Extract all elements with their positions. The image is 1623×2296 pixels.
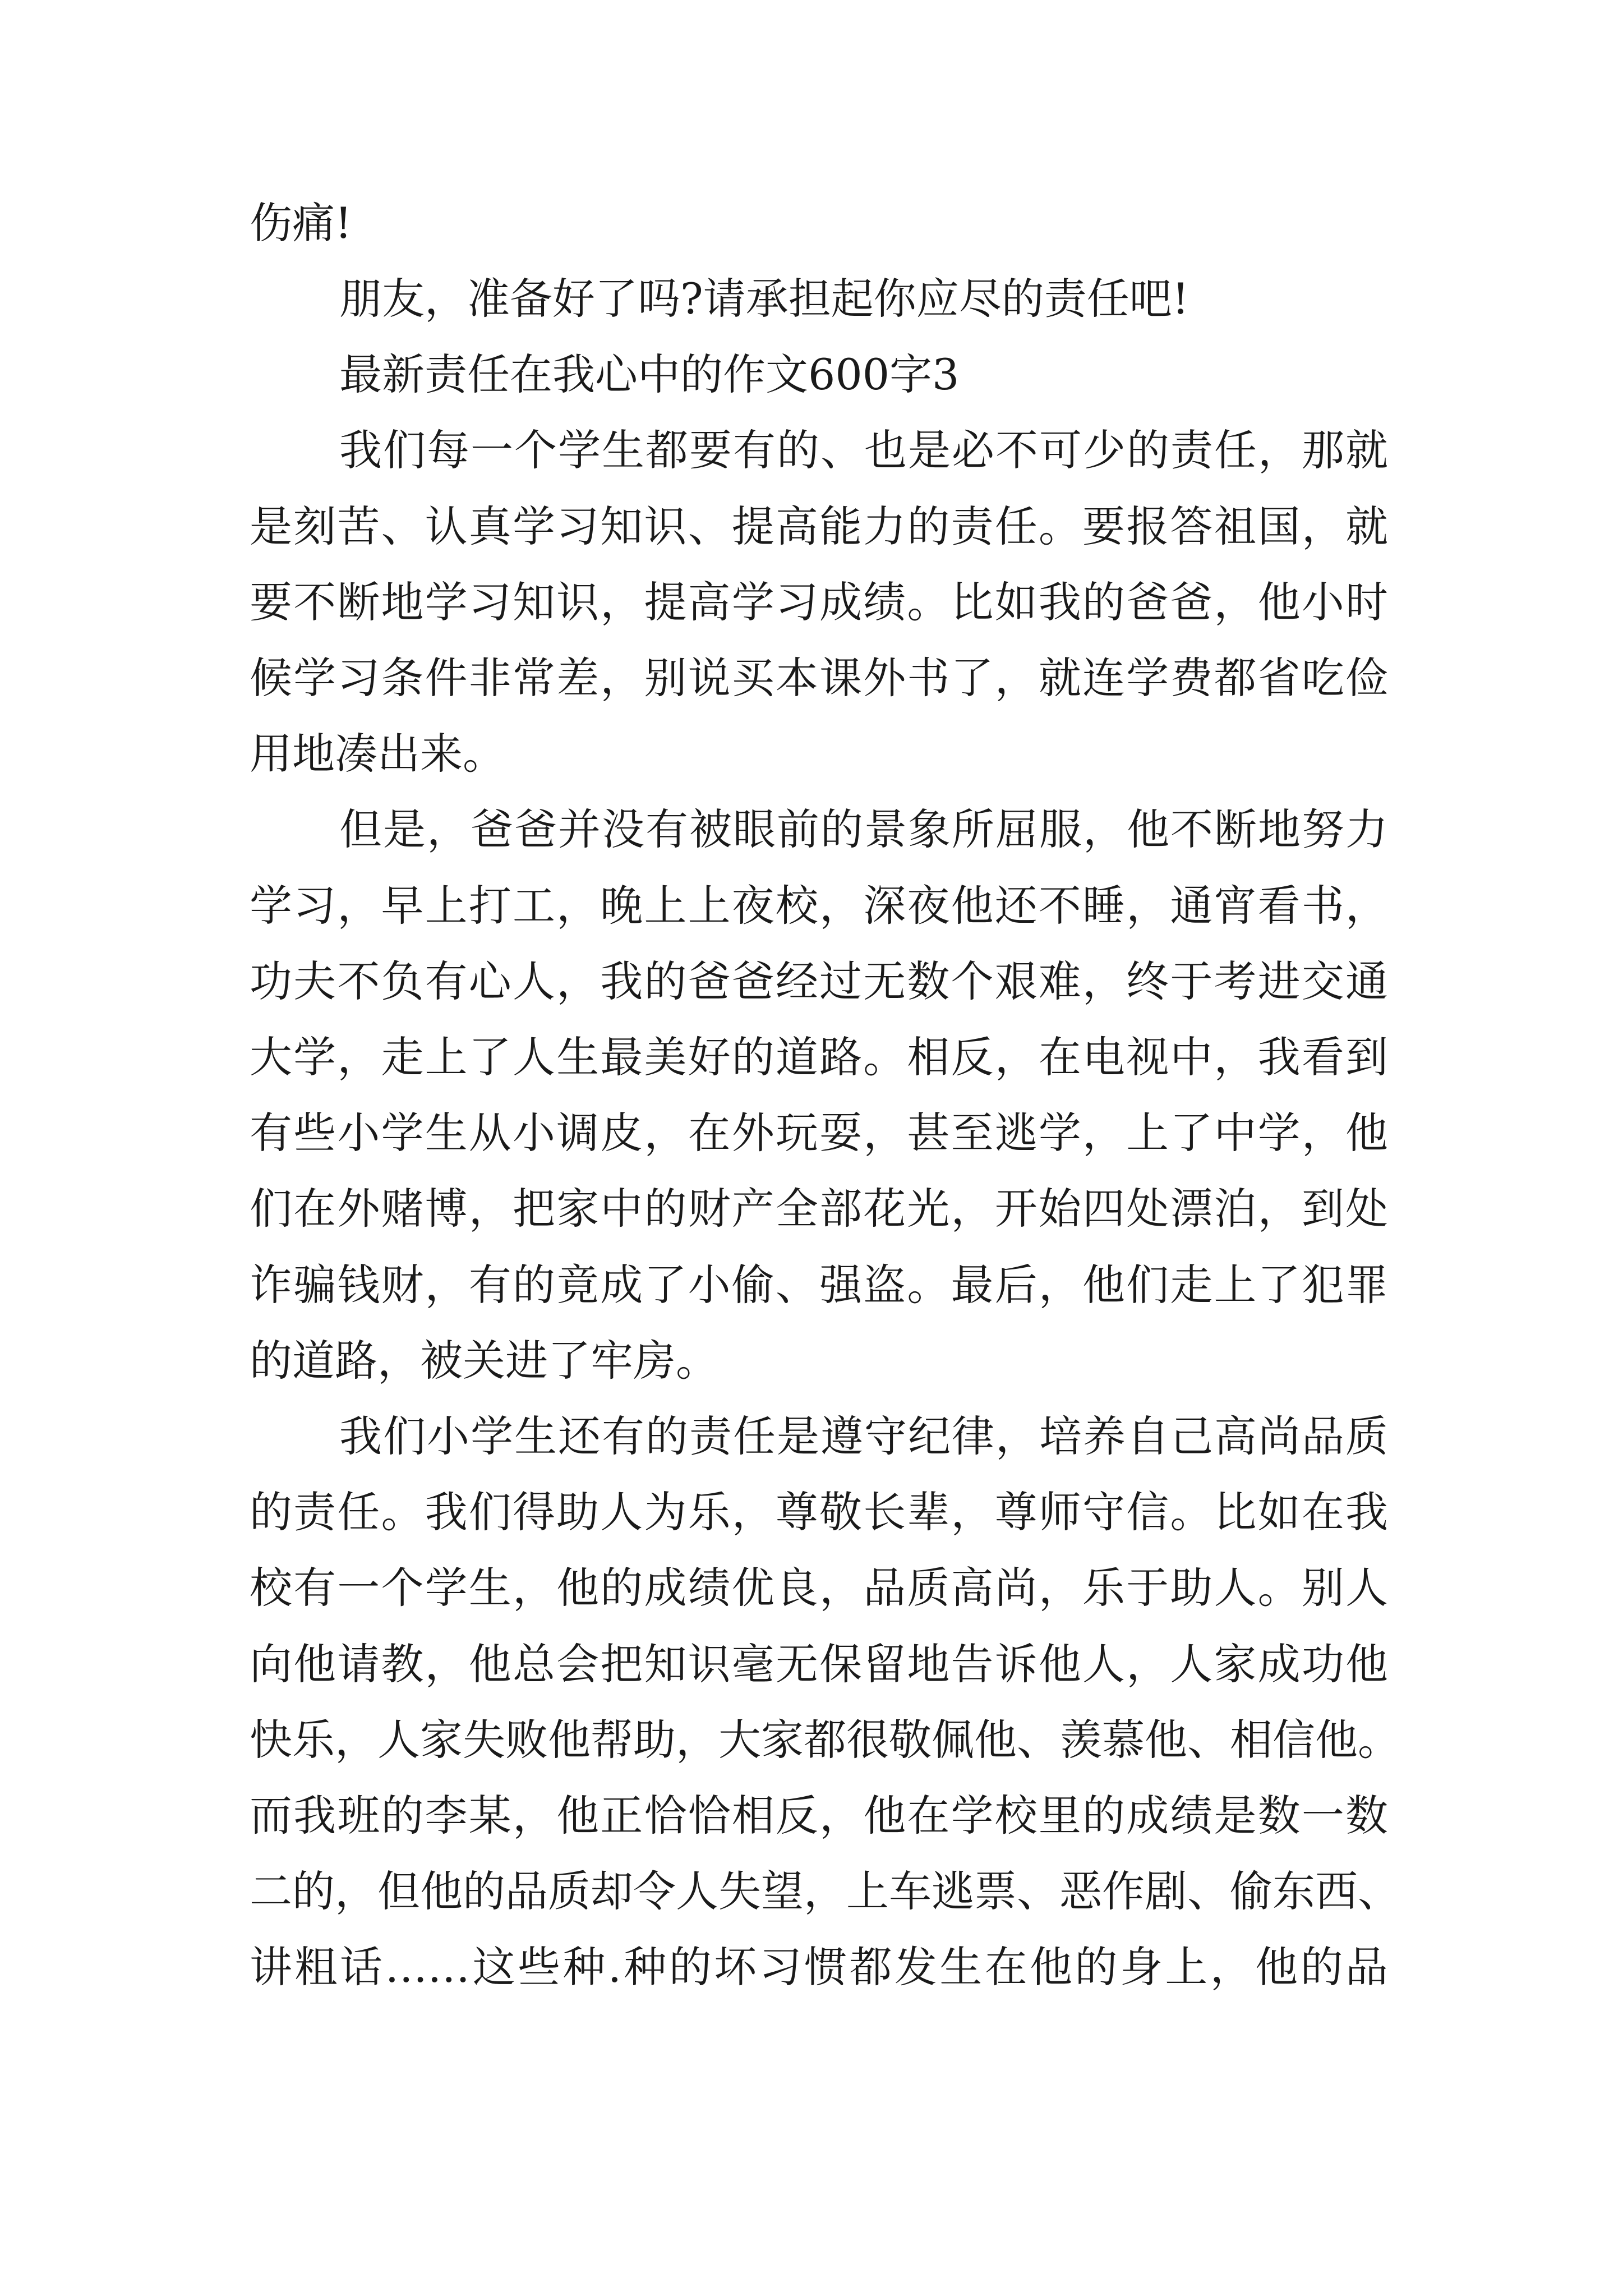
text-line: 朋友，准备好了吗?请承担起你应尽的责任吧! xyxy=(339,274,1189,324)
text-line: 而我班的李某，他正恰恰相反，他在学校里的成绩是数一数 xyxy=(250,1791,1388,1841)
text-line: 向他请教，他总会把知识毫无保留地告诉他人，人家成功他 xyxy=(250,1639,1388,1689)
text-line: 学习，早上打工，晚上上夜校，深夜他还不睡，通宵看书， xyxy=(250,881,1388,931)
section-heading: 最新责任在我心中的作文600字3 xyxy=(339,349,960,399)
text-line: 功夫不负有心人，我的爸爸经过无数个艰难，终于考进交通 xyxy=(250,956,1388,1006)
text-line: 要不断地学习知识，提高学习成绩。比如我的爸爸，他小时 xyxy=(250,577,1388,627)
text-line: 校有一个学生，他的成绩优良，品质高尚，乐于助人。别人 xyxy=(250,1563,1388,1613)
text-line: 大学，走上了人生最美好的道路。相反，在电视中，我看到 xyxy=(250,1032,1388,1082)
text-line: 的道路，被关进了牢房。 xyxy=(250,1336,718,1386)
text-line: 二的，但他的品质却令人失望，上车逃票、恶作剧、偷东西、 xyxy=(250,1866,1400,1916)
text-line: 们在外赌博，把家中的财产全部花光，开始四处漂泊，到处 xyxy=(250,1184,1388,1234)
text-line: 诈骗钱财，有的竟成了小偷、强盗。最后，他们走上了犯罪 xyxy=(250,1260,1388,1310)
text-line: 用地凑出来。 xyxy=(250,729,505,779)
text-line: 快乐，人家失败他帮助，大家都很敬佩他、羡慕他、相信他。 xyxy=(250,1715,1400,1765)
text-line: 但是，爸爸并没有被眼前的景象所屈服，他不断地努力 xyxy=(339,804,1388,854)
text-line: 我们小学生还有的责任是遵守纪律，培养自己高尚品质 xyxy=(339,1411,1388,1461)
text-line: 是刻苦、认真学习知识、提高能力的责任。要报答祖国，就 xyxy=(250,501,1388,551)
text-line: 伤痛! xyxy=(250,198,352,248)
text-line: 的责任。我们得助人为乐，尊敬长辈，尊师守信。比如在我 xyxy=(250,1487,1388,1537)
text-line: 我们每一个学生都要有的、也是必不可少的责任，那就 xyxy=(339,425,1388,475)
text-line: 有些小学生从小调皮，在外玩耍，甚至逃学，上了中学，他 xyxy=(250,1108,1388,1158)
text-line: 候学习条件非常差，别说买本课外书了，就连学费都省吃俭 xyxy=(250,653,1388,703)
text-line: 讲粗话……这些种.种的坏习惯都发生在他的身上，他的品 xyxy=(250,1942,1388,1992)
